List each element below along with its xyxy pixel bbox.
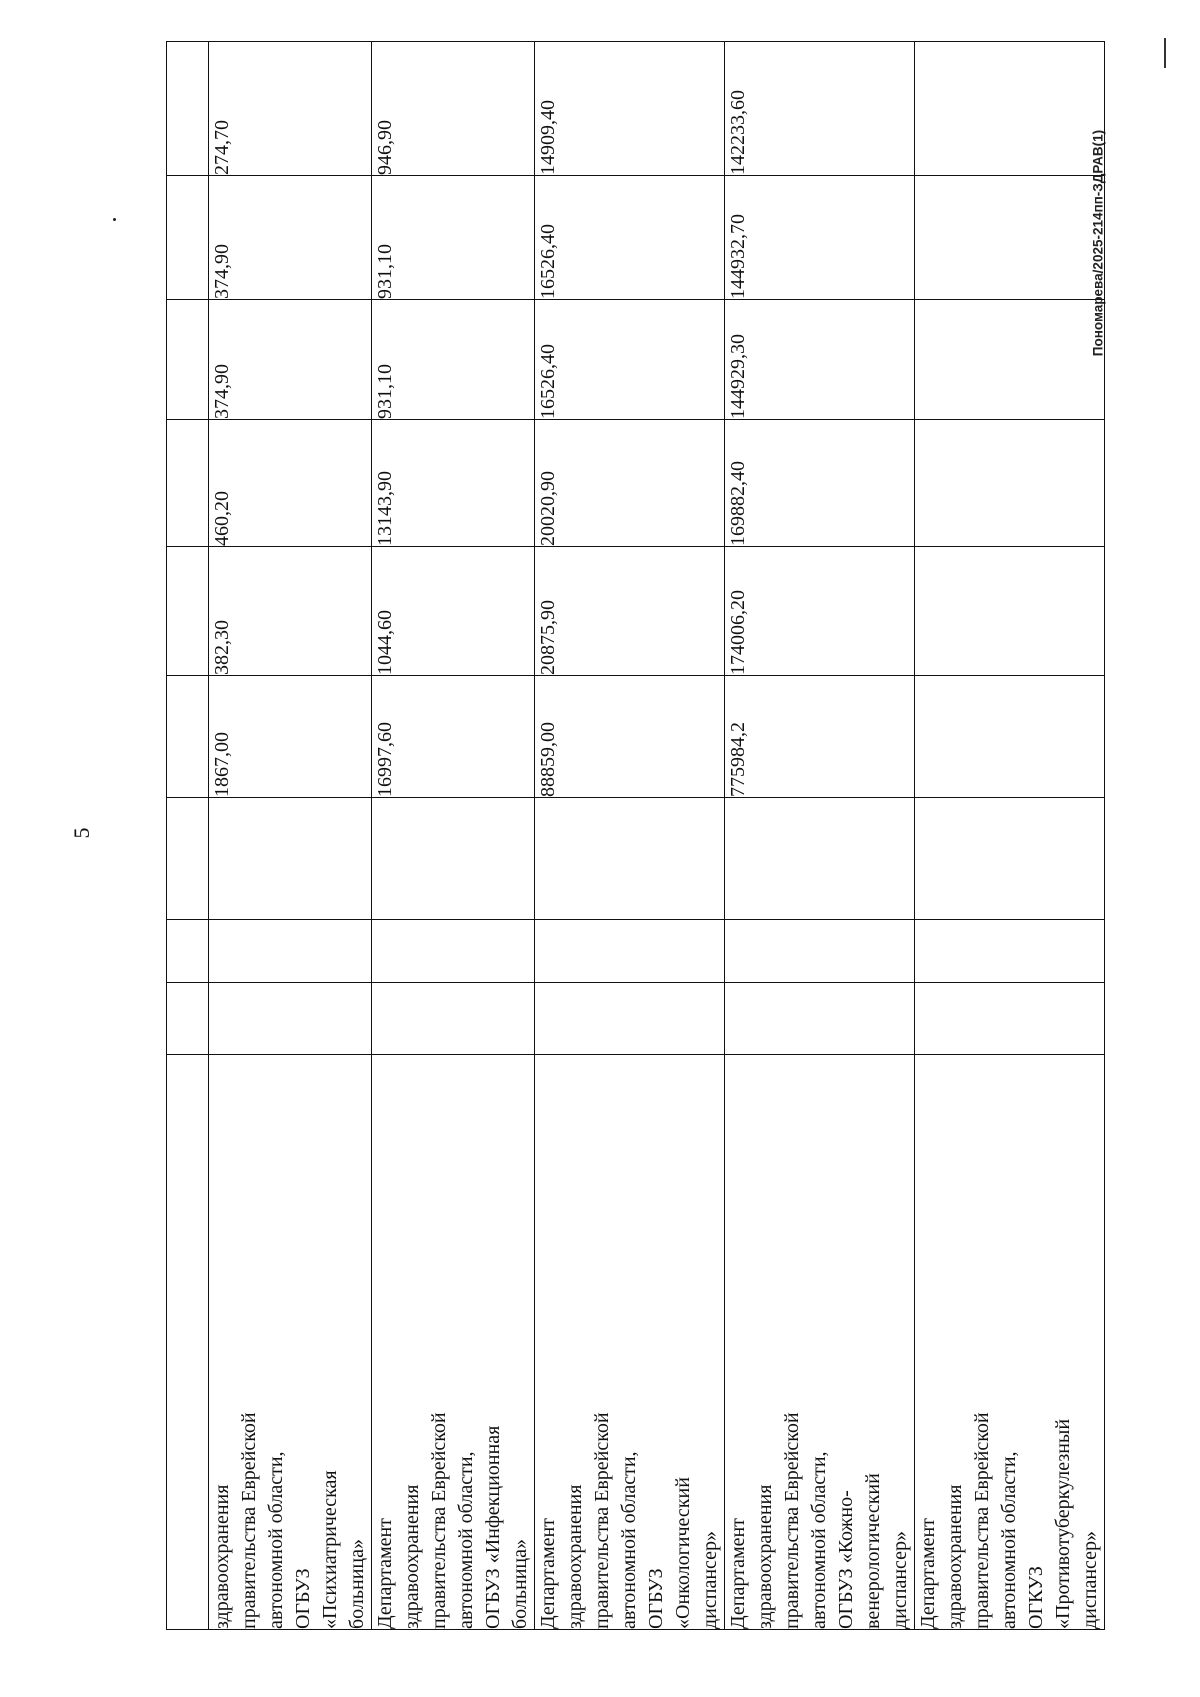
value-cell: 142233,60	[725, 42, 915, 176]
institution-name-line: «Психиатрическая	[319, 1470, 341, 1629]
empty-cell	[725, 920, 915, 983]
value-cell: 20020,90	[535, 420, 725, 547]
value-cell: 775984,2	[725, 676, 915, 798]
institution-name-cell	[209, 1055, 372, 1630]
value-cell: 169882,40	[725, 420, 915, 547]
institution-name-line: здравоохранения	[211, 1484, 233, 1629]
value-cell: 946,90	[372, 42, 535, 176]
empty-cell	[167, 300, 209, 420]
table-row	[209, 42, 372, 1630]
institution-name-line: правительства Еврейской	[781, 1412, 803, 1629]
empty-cell	[167, 42, 209, 176]
value-cell	[915, 547, 1105, 676]
value-cell: 931,10	[372, 300, 535, 420]
institution-name-line: здравоохранения	[754, 1484, 776, 1629]
value-cell: 274,70	[209, 42, 372, 176]
empty-cell	[167, 420, 209, 547]
empty-cell	[915, 983, 1105, 1055]
table-row	[167, 42, 209, 1630]
institution-name-line: автономной области,	[265, 1451, 287, 1629]
institution-name-line: правительства Еврейской	[591, 1412, 613, 1629]
value-cell: 382,30	[209, 547, 372, 676]
table-row	[535, 42, 725, 1630]
value-cell: 460,20	[209, 420, 372, 547]
value-cell: 14909,40	[535, 42, 725, 176]
empty-cell	[167, 920, 209, 983]
value-cell	[915, 420, 1105, 547]
value-cell	[915, 676, 1105, 798]
empty-cell	[372, 798, 535, 920]
empty-cell	[167, 983, 209, 1055]
value-cell: 1044,60	[372, 547, 535, 676]
institution-name-cell	[725, 1055, 915, 1630]
value-cell: 374,90	[209, 176, 372, 300]
empty-cell	[167, 676, 209, 798]
empty-cell	[167, 547, 209, 676]
institution-name-line: «Противотуберкулезный	[1052, 1418, 1074, 1629]
institution-name-cell	[915, 1055, 1105, 1630]
value-cell: 13143,90	[372, 420, 535, 547]
institution-name-line: правительства Еврейской	[428, 1412, 450, 1629]
institution-name-line: автономной области,	[998, 1451, 1020, 1629]
table-row	[725, 42, 915, 1630]
empty-cell	[167, 176, 209, 300]
value-cell	[915, 42, 1105, 176]
institution-name-line: Департамент	[917, 1518, 939, 1629]
value-cell: 1867,00	[209, 676, 372, 798]
funding-table	[166, 41, 1105, 1630]
empty-cell	[725, 983, 915, 1055]
institution-name-line: Департамент	[374, 1518, 396, 1629]
empty-cell	[209, 798, 372, 920]
institution-name-line: Департамент	[537, 1518, 559, 1629]
value-cell: 88859,00	[535, 676, 725, 798]
institution-name-line: ОГБУЗ «Инфекционная	[482, 1425, 504, 1629]
value-cell	[915, 176, 1105, 300]
value-cell: 16997,60	[372, 676, 535, 798]
institution-name-line: диспансер»	[699, 1530, 721, 1629]
scan-dot	[113, 218, 116, 221]
institution-name-line: автономной области,	[455, 1451, 477, 1629]
institution-name-line: ОГБУЗ	[292, 1568, 314, 1629]
value-cell: 374,90	[209, 300, 372, 420]
value-cell: 174006,20	[725, 547, 915, 676]
scan-edge-mark	[1164, 38, 1166, 68]
table-row	[372, 42, 535, 1630]
empty-cell	[535, 983, 725, 1055]
empty-cell	[535, 798, 725, 920]
institution-name-line: больница»	[509, 1539, 531, 1629]
institution-name-line: венерологический	[862, 1473, 884, 1629]
empty-cell	[915, 920, 1105, 983]
institution-name-line: автономной области,	[618, 1451, 640, 1629]
page-number: 5	[69, 827, 94, 839]
value-cell: 144929,30	[725, 300, 915, 420]
value-cell: 16526,40	[535, 176, 725, 300]
empty-cell	[167, 798, 209, 920]
empty-cell	[535, 920, 725, 983]
institution-name-line: диспансер»	[1079, 1530, 1101, 1629]
institution-name-line: ОГБУЗ «Кожно-	[835, 1490, 857, 1629]
empty-cell	[915, 798, 1105, 920]
institution-name-line: автономной области,	[808, 1451, 830, 1629]
document-code: Пономарева/2025-214пп-ЗДРАВ(1)	[1090, 129, 1106, 357]
institution-name-cell	[535, 1055, 725, 1630]
institution-name-line: здравоохранения	[944, 1484, 966, 1629]
table-row	[915, 42, 1105, 1630]
institution-name-line: здравоохранения	[564, 1484, 586, 1629]
institution-name-line: ОГБУЗ	[645, 1568, 667, 1629]
institution-name-line: правительства Еврейской	[238, 1412, 260, 1629]
empty-cell	[209, 983, 372, 1055]
value-cell	[915, 300, 1105, 420]
institution-name-line: диспансер»	[889, 1530, 911, 1629]
value-cell: 144932,70	[725, 176, 915, 300]
institution-name-line: ОГКУЗ	[1025, 1566, 1047, 1629]
value-cell: 20875,90	[535, 547, 725, 676]
empty-cell	[167, 1055, 209, 1630]
empty-cell	[372, 983, 535, 1055]
value-cell: 16526,40	[535, 300, 725, 420]
institution-name-line: «Онкологический	[672, 1477, 694, 1629]
institution-name-line: больница»	[346, 1539, 368, 1629]
value-cell: 931,10	[372, 176, 535, 300]
institution-name-line: Департамент	[727, 1518, 749, 1629]
empty-cell	[725, 798, 915, 920]
institution-name-cell	[372, 1055, 535, 1630]
institution-name-line: здравоохранения	[401, 1484, 423, 1629]
empty-cell	[372, 920, 535, 983]
institution-name-line: правительства Еврейской	[971, 1412, 993, 1629]
empty-cell	[209, 920, 372, 983]
